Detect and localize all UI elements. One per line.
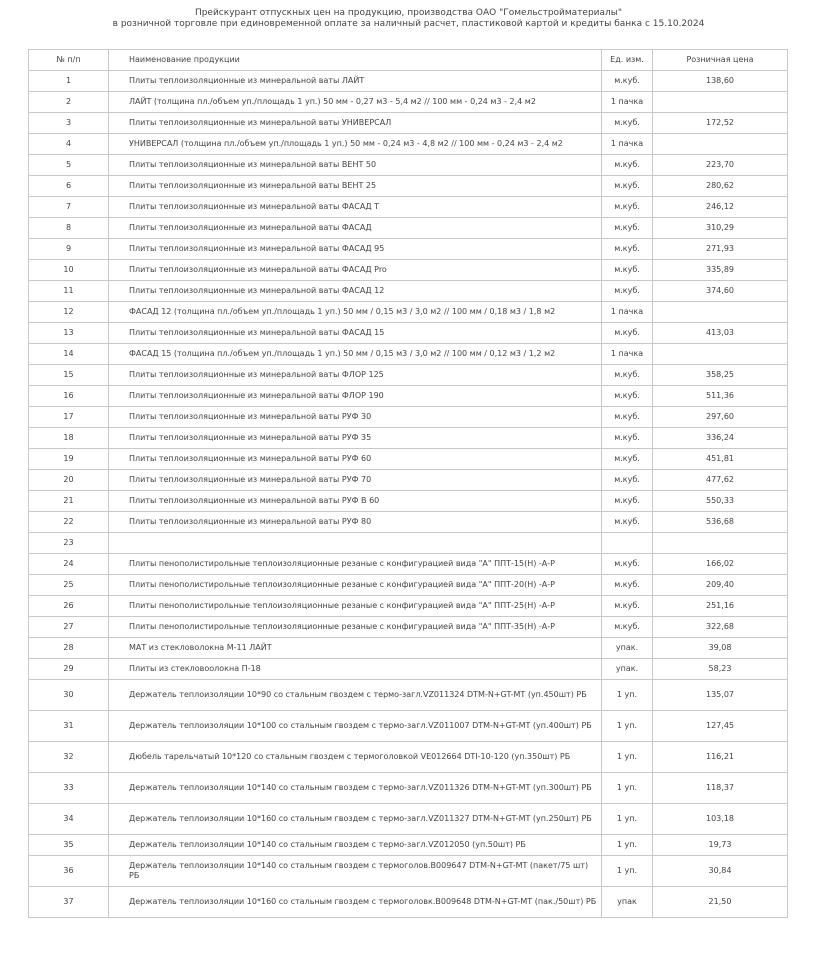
cell-unit: м.куб. [602,176,653,197]
cell-number: 16 [29,386,109,407]
cell-name: Дюбель тарельчатый 10*120 со стальным гвоздем с термоголовкой VE012664 DTI-10-120 (уп.350шт) РБ [109,742,602,773]
cell-number: 11 [29,281,109,302]
cell-number: 30 [29,680,109,711]
cell-price [653,344,788,365]
cell-name: Плиты теплоизоляционные из минеральной ваты РУФ 60 [109,449,602,470]
cell-number: 20 [29,470,109,491]
table-row [29,554,788,575]
cell-name: Держатель теплоизоляции 10*140 со стальным гвоздем с термоголов.В009647 DTM-N+GT-MT (пакет/75 шт) РБ [109,856,602,887]
cell-number: 26 [29,596,109,617]
cell-unit: 1 уп. [602,856,653,887]
table-row [29,407,788,428]
cell-unit: м.куб. [602,113,653,134]
cell-price: 127,45 [653,711,788,742]
cell-unit: м.куб. [602,365,653,386]
table-row [29,71,788,92]
cell-number: 27 [29,617,109,638]
table-row [29,533,788,554]
cell-price: 172,52 [653,113,788,134]
cell-price: 413,03 [653,323,788,344]
table-row [29,617,788,638]
cell-name: МАТ из стекловолокна М-11 ЛАЙТ [109,638,602,659]
cell-number: 32 [29,742,109,773]
cell-price: 536,68 [653,512,788,533]
table-row [29,470,788,491]
cell-number: 6 [29,176,109,197]
cell-unit: м.куб. [602,218,653,239]
cell-price: 21,50 [653,887,788,918]
cell-unit: м.куб. [602,71,653,92]
cell-number: 10 [29,260,109,281]
cell-unit: м.куб. [602,449,653,470]
cell-name: Плиты теплоизоляционные из минеральной ваты ВЕНТ 50 [109,155,602,176]
cell-unit: м.куб. [602,386,653,407]
cell-price: 335,89 [653,260,788,281]
cell-name: Плиты теплоизоляционные из минеральной ваты ВЕНТ 25 [109,176,602,197]
cell-price: 246,12 [653,197,788,218]
cell-unit: м.куб. [602,281,653,302]
cell-name: Плиты пенополистирольные теплоизоляционные резаные с конфигурацией вида "А" ППТ-20(Н) -А-Р [109,575,602,596]
cell-price: 280,62 [653,176,788,197]
cell-price [653,92,788,113]
cell-name: Плиты теплоизоляционные из минеральной ваты ФЛОР 125 [109,365,602,386]
table-row [29,155,788,176]
cell-name: Плиты теплоизоляционные из минеральной ваты ФЛОР 190 [109,386,602,407]
cell-name: Плиты теплоизоляционные из минеральной ваты РУФ В 60 [109,491,602,512]
cell-name: Плиты теплоизоляционные из минеральной ваты ФАСАД [109,218,602,239]
cell-name: Держатель теплоизоляции 10*160 со стальным гвоздем с термоголовк.В009648 DTM-N+GT-MT (пак./50шт) РБ [109,887,602,918]
cell-price: 116,21 [653,742,788,773]
table-row [29,386,788,407]
cell-price: 477,62 [653,470,788,491]
cell-price: 310,29 [653,218,788,239]
cell-name: Плиты теплоизоляционные из минеральной ваты ФАСАД 12 [109,281,602,302]
cell-unit: м.куб. [602,407,653,428]
cell-number: 36 [29,856,109,887]
cell-number: 5 [29,155,109,176]
cell-number: 29 [29,659,109,680]
cell-unit: 1 пачка [602,302,653,323]
table-row [29,281,788,302]
cell-price: 251,16 [653,596,788,617]
cell-number: 21 [29,491,109,512]
cell-name: Плиты теплоизоляционные из минеральной ваты ФАСАД 95 [109,239,602,260]
cell-price: 19,73 [653,835,788,856]
table-row [29,887,788,918]
cell-price: 358,25 [653,365,788,386]
cell-price [653,134,788,155]
table-row [29,449,788,470]
cell-price: 223,70 [653,155,788,176]
cell-name [109,533,602,554]
cell-name: Плиты теплоизоляционные из минеральной ваты ФАСАД 15 [109,323,602,344]
cell-unit: м.куб. [602,491,653,512]
cell-name: Плиты пенополистирольные теплоизоляционные резаные с конфигурацией вида "А" ППТ-35(Н) -А-Р [109,617,602,638]
cell-name: Держатель теплоизоляции 10*140 со стальным гвоздем с термо-загл.VZ012050 (уп.50шт) РБ [109,835,602,856]
cell-name: Держатель теплоизоляции 10*90 со стальным гвоздем с термо-загл.VZ011324 DTM-N+GT-MT (уп.450шт) РБ [109,680,602,711]
cell-name: Плиты теплоизоляционные из минеральной ваты ЛАЙТ [109,71,602,92]
cell-price: 336,24 [653,428,788,449]
cell-name: Плиты теплоизоляционные из минеральной ваты ФАСАД Т [109,197,602,218]
cell-unit: 1 уп. [602,680,653,711]
cell-price: 374,60 [653,281,788,302]
table-row [29,197,788,218]
cell-number: 19 [29,449,109,470]
table-row [29,711,788,742]
cell-unit: 1 уп. [602,742,653,773]
table-row [29,596,788,617]
cell-price: 271,93 [653,239,788,260]
cell-name: УНИВЕРСАЛ (толщина пл./объем уп./площадь 1 уп.) 50 мм - 0,24 м3 - 4,8 м2 // 100 мм - 0,24 м3 - 2,4 м2 [109,134,602,155]
cell-name: Держатель теплоизоляции 10*100 со стальным гвоздем с термо-загл.VZ011007 DTM-N+GT-MT (уп.400шт) РБ [109,711,602,742]
cell-name: Плиты теплоизоляционные из минеральной ваты УНИВЕРСАЛ [109,113,602,134]
cell-unit: м.куб. [602,617,653,638]
cell-number: 35 [29,835,109,856]
cell-unit: м.куб. [602,470,653,491]
table-row [29,742,788,773]
column-header-unit: Ед. изм. [602,50,653,71]
table-row [29,113,788,134]
table-row [29,260,788,281]
table-row [29,575,788,596]
cell-name: ЛАЙТ (толщина пл./объем уп./площадь 1 уп.) 50 мм - 0,27 м3 - 5,4 м2 // 100 мм - 0,24 м3 - 2,4 м2 [109,92,602,113]
cell-number: 4 [29,134,109,155]
table-row [29,773,788,804]
cell-number: 1 [29,71,109,92]
cell-number: 33 [29,773,109,804]
table-row [29,323,788,344]
cell-name: Плиты пенополистирольные теплоизоляционные резаные с конфигурацией вида "А" ППТ-25(Н) -А-Р [109,596,602,617]
cell-price: 138,60 [653,71,788,92]
table-row [29,428,788,449]
cell-number: 34 [29,804,109,835]
cell-name: Плиты теплоизоляционные из минеральной ваты РУФ 35 [109,428,602,449]
table-header-row [29,50,788,71]
table-row [29,659,788,680]
cell-number: 9 [29,239,109,260]
cell-name: ФАСАД 15 (толщина пл./объем уп./площадь 1 уп.) 50 мм / 0,15 м3 / 3,0 м2 // 100 мм / 0,12 м3 / 1,2 м2 [109,344,602,365]
cell-price: 30,84 [653,856,788,887]
cell-unit: м.куб. [602,575,653,596]
cell-name: Плиты теплоизоляционные из минеральной ваты РУФ 80 [109,512,602,533]
table-row [29,835,788,856]
cell-number: 22 [29,512,109,533]
cell-name: Держатель теплоизоляции 10*140 со стальным гвоздем с термо-загл.VZ011326 DTM-N+GT-MT (уп.300шт) РБ [109,773,602,804]
cell-price: 103,18 [653,804,788,835]
cell-number: 12 [29,302,109,323]
cell-price [653,533,788,554]
cell-number: 3 [29,113,109,134]
cell-unit: м.куб. [602,596,653,617]
table-row [29,344,788,365]
table-row [29,680,788,711]
cell-unit: 1 пачка [602,92,653,113]
cell-unit: 1 уп. [602,773,653,804]
cell-number: 37 [29,887,109,918]
cell-unit: м.куб. [602,155,653,176]
table-row [29,239,788,260]
cell-price: 550,33 [653,491,788,512]
cell-price: 58,23 [653,659,788,680]
price-table [28,49,788,918]
cell-unit: м.куб. [602,197,653,218]
cell-price: 209,40 [653,575,788,596]
header-line-1: Прейскурант отпускных цен на продукцию, производства ОАО "Гомельстройматериалы" [194,8,623,18]
cell-price: 322,68 [653,617,788,638]
cell-number: 18 [29,428,109,449]
cell-unit: м.куб. [602,323,653,344]
cell-price: 511,36 [653,386,788,407]
cell-unit: м.куб. [602,428,653,449]
cell-number: 7 [29,197,109,218]
cell-number: 13 [29,323,109,344]
cell-unit [602,533,653,554]
cell-price: 166,02 [653,554,788,575]
cell-name: Плиты теплоизоляционные из минеральной ваты ФАСАД Pro [109,260,602,281]
table-row [29,176,788,197]
cell-unit: 1 уп. [602,804,653,835]
cell-unit: м.куб. [602,512,653,533]
cell-number: 28 [29,638,109,659]
cell-price: 451,81 [653,449,788,470]
table-row [29,638,788,659]
table-row [29,856,788,887]
cell-unit: 1 уп. [602,835,653,856]
cell-number: 2 [29,92,109,113]
cell-number: 23 [29,533,109,554]
cell-unit: 1 пачка [602,134,653,155]
cell-number: 14 [29,344,109,365]
table-row [29,491,788,512]
cell-name: Плиты теплоизоляционные из минеральной ваты РУФ 70 [109,470,602,491]
table-row [29,92,788,113]
table-row [29,134,788,155]
cell-name: Плиты пенополистирольные теплоизоляционные резаные с конфигурацией вида "А" ППТ-15(Н) -А-Р [109,554,602,575]
cell-number: 24 [29,554,109,575]
cell-price [653,302,788,323]
cell-price: 297,60 [653,407,788,428]
cell-number: 17 [29,407,109,428]
table-row [29,365,788,386]
column-header-price: Розничная цена [653,50,788,71]
cell-number: 8 [29,218,109,239]
cell-name: Плиты теплоизоляционные из минеральной ваты РУФ 30 [109,407,602,428]
table-row [29,804,788,835]
document-header [0,0,817,30]
cell-unit: упак. [602,659,653,680]
cell-number: 25 [29,575,109,596]
cell-unit: м.куб. [602,239,653,260]
cell-price: 135,07 [653,680,788,711]
cell-unit: упак [602,887,653,918]
cell-unit: 1 пачка [602,344,653,365]
cell-unit: упак. [602,638,653,659]
table-row [29,512,788,533]
cell-unit: м.куб. [602,554,653,575]
cell-unit: 1 уп. [602,711,653,742]
cell-unit: м.куб. [602,260,653,281]
table-row [29,218,788,239]
cell-price: 39,08 [653,638,788,659]
cell-number: 31 [29,711,109,742]
cell-number: 15 [29,365,109,386]
column-header-number: № п/п [29,50,109,71]
table-row [29,302,788,323]
cell-name: Плиты из стекловоолокна П-18 [109,659,602,680]
column-header-name: Наименование продукции [109,50,602,71]
cell-name: Держатель теплоизоляции 10*160 со стальным гвоздем с термо-загл.VZ011327 DTM-N+GT-MT (уп.250шт) РБ [109,804,602,835]
table-body [29,71,788,918]
header-line-2: в розничной торговле при единовременной оплате за наличный расчет, пластиковой картой и кредиты банка с 15.10.2024 [112,19,705,29]
cell-name: ФАСАД 12 (толщина пл./объем уп./площадь 1 уп.) 50 мм / 0,15 м3 / 3,0 м2 // 100 мм / 0,18 м3 / 1,8 м2 [109,302,602,323]
cell-price: 118,37 [653,773,788,804]
